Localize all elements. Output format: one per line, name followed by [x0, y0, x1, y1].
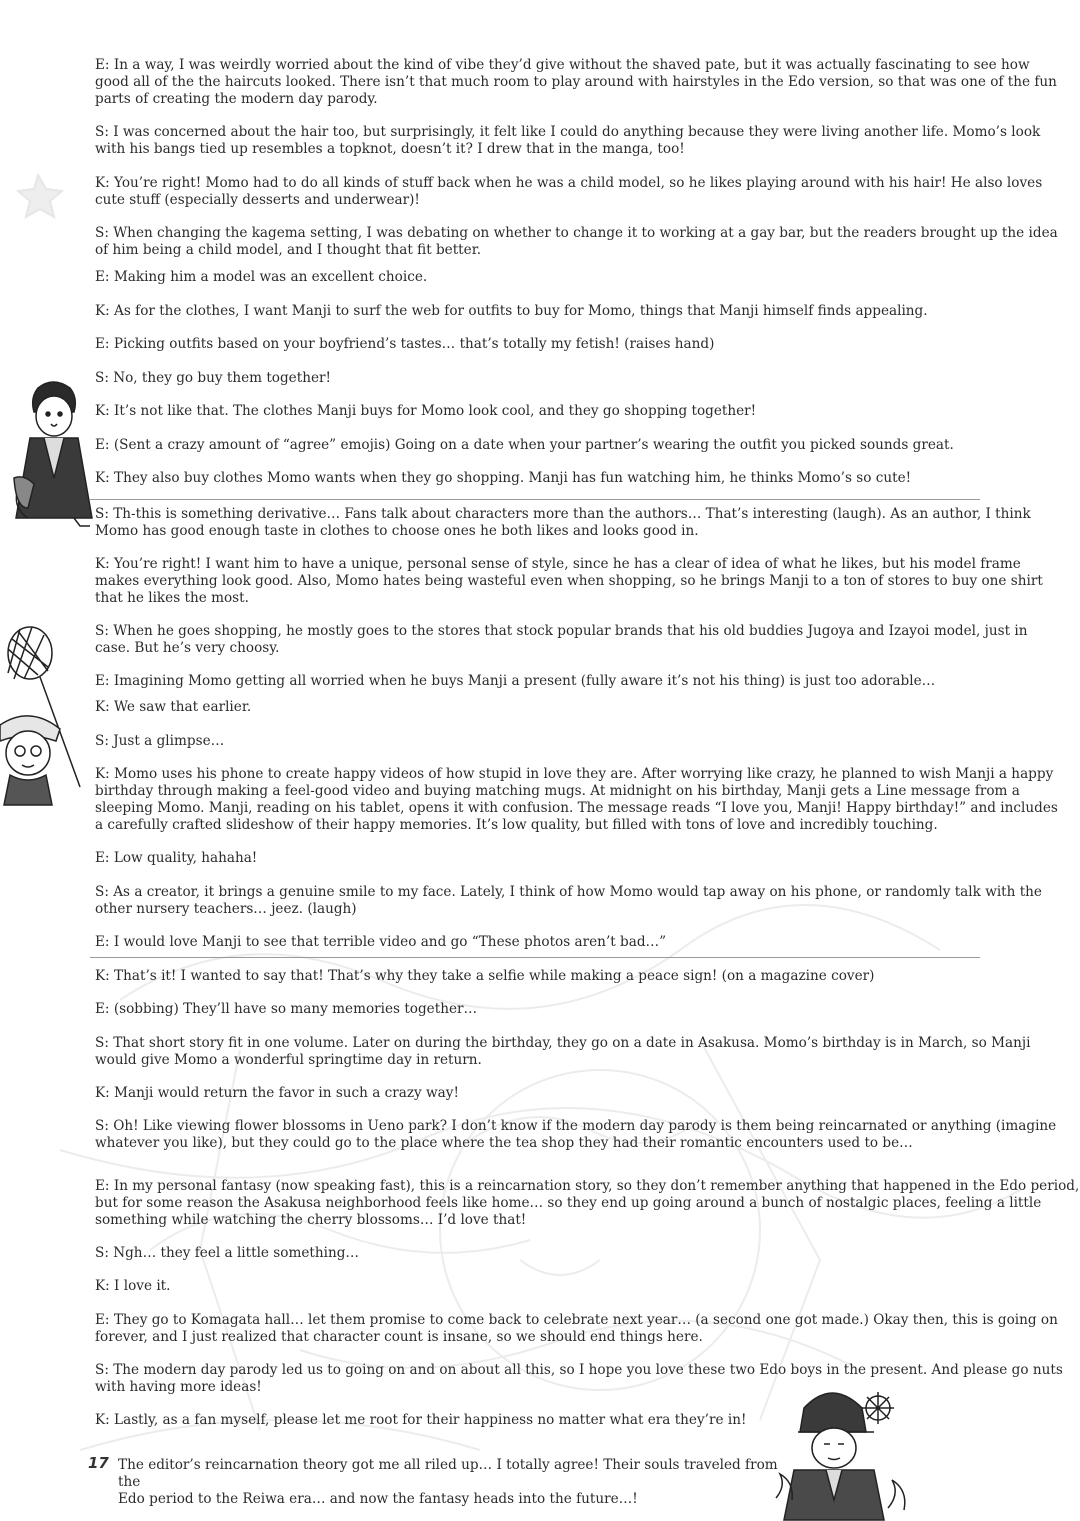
dialogue-line: E: They go to Komagata hall… let them promise to come back to celebrate next year… (a second one got made.) Okay then, this is going on forever, and I just realized that character count is insane, so we should end things here. — [95, 1312, 1058, 1345]
dialogue-line: S: When changing the kagema setting, I was debating on whether to change it to working at a gay bar, but the readers brought up the idea of him being a child model, and I thought that fit better. — [95, 225, 1058, 258]
divider-line — [90, 499, 980, 500]
dialogue-line: K: You’re right! Momo had to do all kinds of stuff back when he was a child model, so he likes playing around with his hair! He also loves cute stuff (especially desserts and underwear)! — [95, 175, 1043, 208]
chibi-firefighter-character — [770, 1378, 910, 1521]
dialogue-line: S: Th-this is something derivative… Fans talk about characters more than the authors… That’s interesting (laugh). As an author, I think Momo has good enough taste in clothes to choose ones he both likes and looks good in. — [95, 506, 1031, 539]
dialogue-line: E: Making him a model was an excellent choice. — [95, 269, 428, 285]
dialogue-line: E: I would love Manji to see that terrible video and go “These photos aren’t bad…” — [95, 934, 667, 950]
dialogue-line: S: That short story fit in one volume. Later on during the birthday, they go on a date in Asakusa. Momo’s birthday is in March, so Manji would give Momo a wonderful springtime day in return. — [95, 1035, 1031, 1068]
dialogue-line: S: As a creator, it brings a genuine smile to my face. Lately, I think of how Momo would tap away on his phone, or randomly talk with the other nursery teachers… jeez. (laugh) — [95, 884, 1042, 917]
dialogue-line: S: Ngh… they feel a little something… — [95, 1245, 360, 1261]
page-number: 17 — [88, 1454, 109, 1472]
dialogue-line: K: They also buy clothes Momo wants when they go shopping. Manji has fun watching him, he thinks Momo’s so cute! — [95, 470, 912, 486]
dialogue-line: K: I love it. — [95, 1278, 171, 1294]
dialogue-line: K: Lastly, as a fan myself, please let me root for their happiness no matter what era they’re in! — [95, 1412, 747, 1428]
dialogue-line: E: (Sent a crazy amount of “agree” emojis) Going on a date when your partner’s wearing the outfit you picked sounds great. — [95, 437, 954, 453]
dialogue-line: E: Low quality, hahaha! — [95, 850, 258, 866]
divider-line — [90, 957, 980, 958]
dialogue-line: K: Manji would return the favor in such a crazy way! — [95, 1085, 459, 1101]
footer-note: The editor’s reincarnation theory got me all riled up… I totally agree! Their souls traveled from the Edo period to the Reiwa era… and now the fantasy heads into the future…! — [118, 1457, 778, 1507]
dialogue-line: K: That’s it! I wanted to say that! That’s why they take a selfie while making a peace sign! (on a magazine cover) — [95, 968, 875, 984]
chibi-net-character — [0, 625, 90, 815]
dialogue-line: E: Picking outfits based on your boyfriend’s tastes… that’s totally my fetish! (raises hand) — [95, 336, 715, 352]
dialogue-line: E: (sobbing) They’ll have so many memories together… — [95, 1001, 478, 1017]
dialogue-line: E: In my personal fantasy (now speaking fast), this is a reincarnation story, so they don’t remember anything that happened in the Edo period, but for some reason the Asakusa neighborhood feels like home… so they end up going around a bunch of nostalgic places, feeling a little something while watching the cherry blossoms… I’d love that! — [95, 1178, 1080, 1228]
dialogue-line: S: I was concerned about the hair too, but surprisingly, it felt like I could do anything because they were living another life. Momo’s look with his bangs tied up resembles a topknot, doesn’t it? I drew that in the manga, too! — [95, 124, 1041, 157]
dialogue-line: S: When he goes shopping, he mostly goes to the stores that stock popular brands that his old buddies Jugoya and Izayoi model, just in case. But he’s very choosy. — [95, 623, 1028, 656]
dialogue-line: K: It’s not like that. The clothes Manji buys for Momo look cool, and they go shopping together! — [95, 403, 757, 419]
chibi-kimono-character — [8, 378, 98, 528]
dialogue-line: S: Oh! Like viewing flower blossoms in Ueno park? I don’t know if the modern day parody is them being reincarnated or anything (imagine whatever you like), but they could go to the place where the tea shop they had their romantic encounters used to be… — [95, 1118, 1057, 1151]
dialogue-line: S: The modern day parody led us to going on and on about all this, so I hope you love these two Edo boys in the present. And please go nuts with having more ideas! — [95, 1362, 1063, 1395]
dialogue-line: E: Imagining Momo getting all worried when he buys Manji a present (fully aware it’s not his thing) is just too adorable… — [95, 673, 936, 689]
dialogue-line: S: No, they go buy them together! — [95, 370, 331, 386]
dialogue-line: E: In a way, I was weirdly worried about the kind of vibe they’d give without the shaved pate, but it was actually fascinating to see how good all of the the haircuts looked. There isn’t that much room to play around with hairstyles in the Edo version, so that was one of the fun parts of creating the modern day parody. — [95, 57, 1057, 107]
dialogue-line: K: Momo uses his phone to create happy videos of how stupid in love they are. After worrying like crazy, he planned to wish Manji a happy birthday through making a feel-good video and buying matching mugs. At midnight on his birthday, Manji gets a Line message from a sleeping Momo. Manji, reading on his tablet, opens it with confusion. The message reads “I love you, Manji! Happy birthday!” and includes a carefully crafted slideshow of their happy memories. It’s low quality, but filled with tons of love and incredibly touching. — [95, 766, 1058, 833]
dialogue-line: K: As for the clothes, I want Manji to surf the web for outfits to buy for Momo, things that Manji himself finds appealing. — [95, 303, 928, 319]
dialogue-line: K: You’re right! I want him to have a unique, personal sense of style, since he has a clear of idea of what he likes, but his model frame makes everything look good. Also, Momo hates being wasteful even when shopping, so he brings Manji to a ton of stores to buy one shirt that he likes the most. — [95, 556, 1043, 606]
dialogue-line: S: Just a glimpse… — [95, 733, 225, 749]
dialogue-line: K: We saw that earlier. — [95, 699, 252, 715]
